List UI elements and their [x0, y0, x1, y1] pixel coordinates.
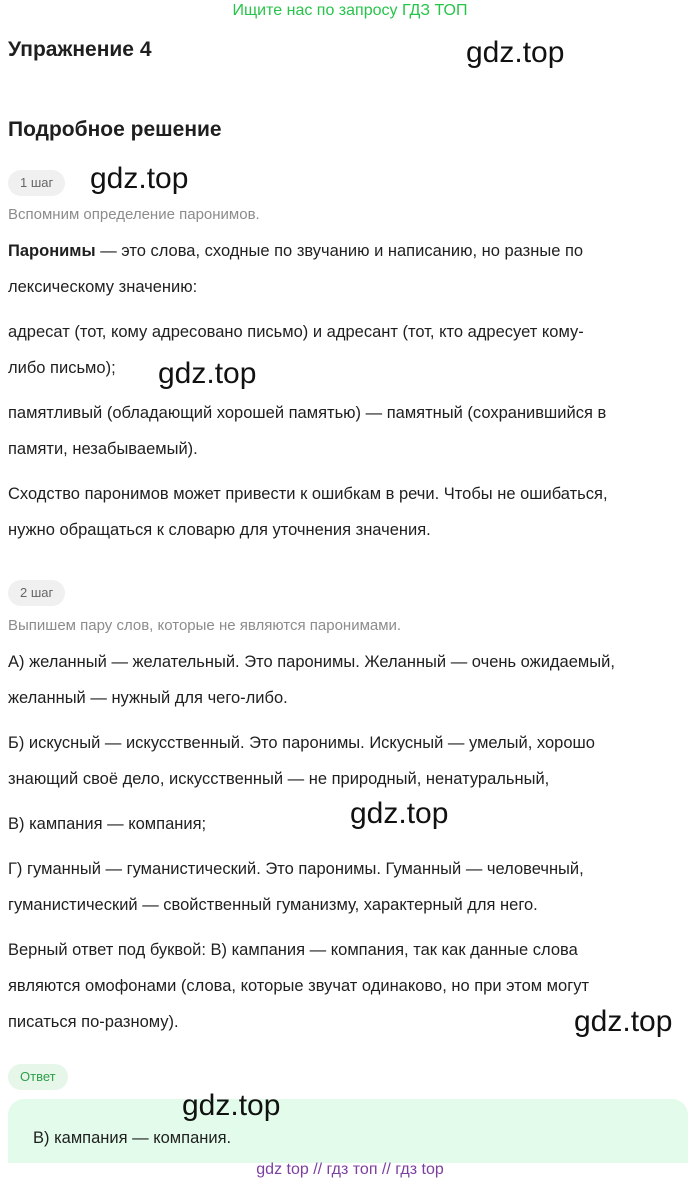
watermark: gdz.top	[90, 162, 189, 195]
example-2-line-2: памяти, незабываемый).	[8, 440, 198, 458]
item-a-line-2: желанный — нужный для чего-либо.	[8, 689, 288, 707]
similarity-line-1: Сходство паронимов может привести к ошибкам в речи. Чтобы не ошибаться,	[8, 485, 608, 503]
item-a-line-1: А) желанный — желательный. Это паронимы. Желанный — очень ожидаемый,	[8, 653, 615, 671]
example-1-line-2: либо письмо);	[8, 359, 116, 377]
conclusion-line-2: являются омофонами (слова, которые звучат одинаково, но при этом могут	[8, 977, 590, 995]
definition-text: — это слова, сходные по звучанию и написанию, но разные по	[95, 242, 584, 260]
item-b-line-1: Б) искусный — искусственный. Это паронимы. Искусный — умелый, хорошо	[8, 734, 595, 752]
watermark: gdz.top	[158, 357, 257, 390]
item-v-paragraph	[8, 806, 688, 842]
step-1-badge: 1 шаг	[8, 170, 65, 196]
example-2-line-1: памятливый (обладающий хорошей памятью) — памятный (сохранившийся в	[8, 404, 607, 422]
watermark: gdz.top	[350, 797, 449, 830]
item-g-line-2: гуманистический — свойственный гуманизму, характерный для него.	[8, 896, 538, 914]
definition-paragraph	[8, 233, 688, 305]
conclusion-line-3: писаться по-разному).	[8, 1013, 179, 1031]
step-2-note: Выпишем пару слов, которые не являются паронимами.	[8, 617, 402, 634]
watermark: gdz.top	[466, 36, 565, 69]
top-banner: Ищите нас по запросу ГДЗ ТОП	[232, 2, 468, 19]
conclusion-line-1: Верный ответ под буквой: В) кампания — компания, так как данные слова	[8, 941, 578, 959]
item-v-line-1: В) кампания — компания;	[8, 815, 207, 833]
item-b-paragraph	[8, 725, 688, 797]
step-1-note: Вспомним определение паронимов.	[8, 206, 260, 223]
step-2-badge: 2 шаг	[8, 580, 65, 606]
watermark: gdz.top	[574, 1005, 673, 1038]
item-g-paragraph	[8, 851, 688, 923]
definition-line-2: лексическому значению:	[8, 278, 198, 296]
definition-term: Паронимы	[8, 242, 96, 260]
answer-badge: Ответ	[8, 1064, 68, 1090]
answer-box	[8, 1099, 688, 1163]
similarity-paragraph	[8, 476, 688, 548]
similarity-line-2: нужно обращаться к словарю для уточнения значения.	[8, 521, 431, 539]
section-title: Подробное решение	[8, 118, 222, 141]
item-g-line-1: Г) гуманный — гуманистический. Это паронимы. Гуманный — человечный,	[8, 860, 584, 878]
watermark: gdz.top	[182, 1089, 281, 1122]
example-1-paragraph	[8, 314, 688, 386]
definition-line-1	[8, 233, 688, 269]
footer-watermark: gdz top // гдз топ // гдз top	[256, 1161, 444, 1178]
exercise-title: Упражнение 4	[8, 38, 152, 61]
example-1-line-1: адресат (тот, кому адресовано письмо) и адресант (тот, кто адресует кому-	[8, 323, 584, 341]
example-2-paragraph	[8, 395, 688, 467]
item-b-line-2: знающий своё дело, искусственный — не природный, ненатуральный,	[8, 770, 550, 788]
answer-text: В) кампания — компания.	[33, 1129, 232, 1147]
item-a-paragraph	[8, 644, 688, 716]
